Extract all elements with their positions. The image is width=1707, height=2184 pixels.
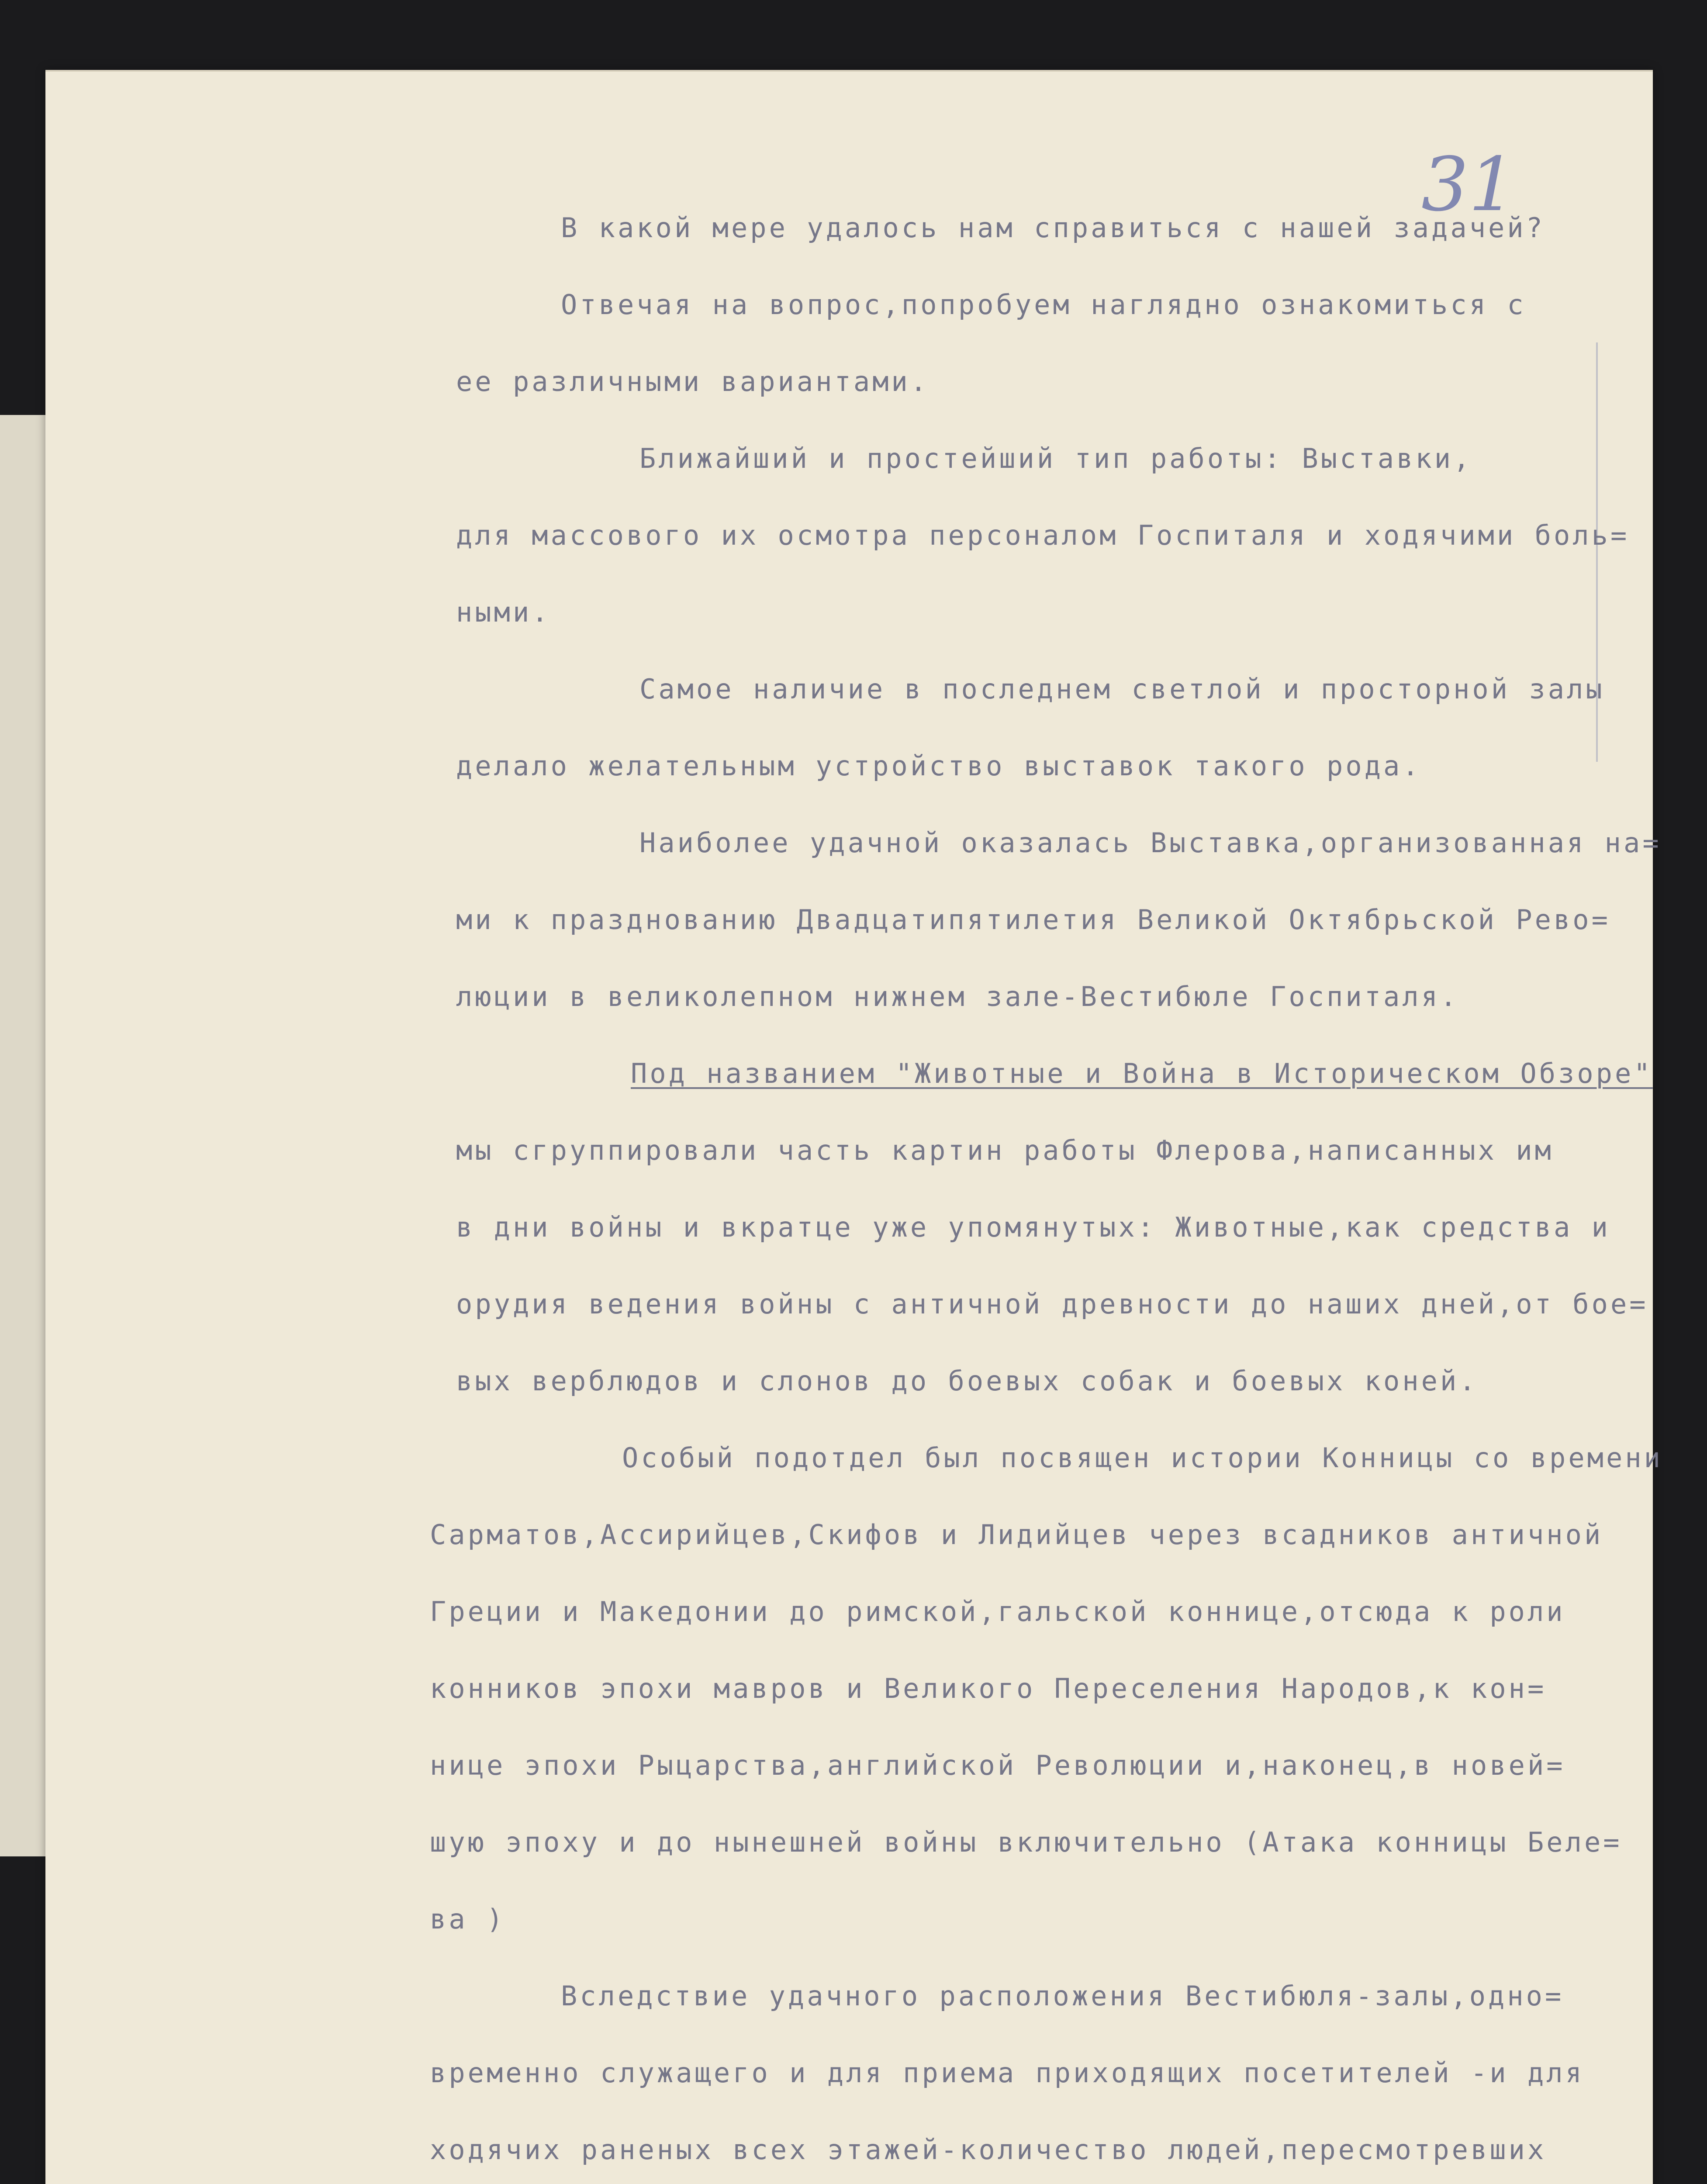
- text-line-15: орудия ведения войны с античной древности до наших дней,от бое=: [456, 1288, 1648, 1320]
- text-line-14: в дни войны и вкратце уже упомянутых: Животные,как средства и: [456, 1211, 1610, 1243]
- text-line-19: Греции и Македонии до римской,гальской коннице,отсюда к роли: [430, 1596, 1565, 1628]
- text-line-9: Наиболее удачной оказалась Выставка,организованная на=: [639, 827, 1662, 859]
- text-line-1: В какой мере удалось нам справиться с нашей задачей?: [561, 212, 1545, 244]
- folio-number-top: 31: [1421, 142, 1516, 228]
- text-line-7: Самое наличие в последнем светлой и просторной залы: [639, 673, 1605, 705]
- text-line-2: Отвечая на вопрос,попробуем наглядно ознакомиться с: [561, 289, 1526, 321]
- text-line-25: временно служащего и для приема приходящих посетителей -и для: [430, 2057, 1584, 2089]
- text-line-4: Ближайший и простейший тип работы: Выставки,: [639, 442, 1472, 474]
- text-line-24: Вследствие удачного расположения Вестибюля-залы,одно=: [561, 1980, 1564, 2012]
- text-line-20: конников эпохи мавров и Великого Переселения Народов,к кон=: [430, 1673, 1547, 1704]
- text-line-6: ными.: [456, 596, 551, 628]
- text-line-21: нице эпохи Рыцарства,английской Революции и,наконец,в новей=: [430, 1749, 1565, 1781]
- text-line-17: Особый подотдел был посвящен истории Конницы со времени: [622, 1442, 1663, 1474]
- text-line-8: делало желательным устройство выставок такого рода.: [456, 750, 1421, 782]
- text-line-18: Сарматов,Ассирийцев,Скифов и Лидийцев через всадников античной: [430, 1519, 1603, 1551]
- document-page: [45, 70, 1663, 2184]
- text-line-26: ходячих раненых всех этажей-количество людей,пересмотревших: [430, 2134, 1547, 2166]
- text-line-10: ми к празднованию Двадцатипятилетия Великой Октябрьской Рево=: [456, 904, 1610, 936]
- text-line-12: Под названием "Животные и Война в Историческом Обзоре": [631, 1057, 1653, 1089]
- text-line-16: вых верблюдов и слонов до боевых собак и боевых коней.: [456, 1365, 1478, 1397]
- text-line-23: ва ): [430, 1903, 506, 1935]
- text-line-3: ее различными вариантами.: [456, 366, 930, 397]
- typewritten-text: [386, 190, 1663, 2184]
- text-line-11: люции в великолепном нижнем зале-Вестибюле Госпиталя.: [456, 981, 1459, 1013]
- text-line-13: мы сгруппировали часть картин работы Флерова,написанных им: [456, 1134, 1554, 1166]
- text-line-22: шую эпоху и до нынешней войны включительно (Атака конницы Беле=: [430, 1826, 1622, 1858]
- text-line-5: для массового их осмотра персоналом Госпиталя и ходячими боль=: [456, 519, 1630, 551]
